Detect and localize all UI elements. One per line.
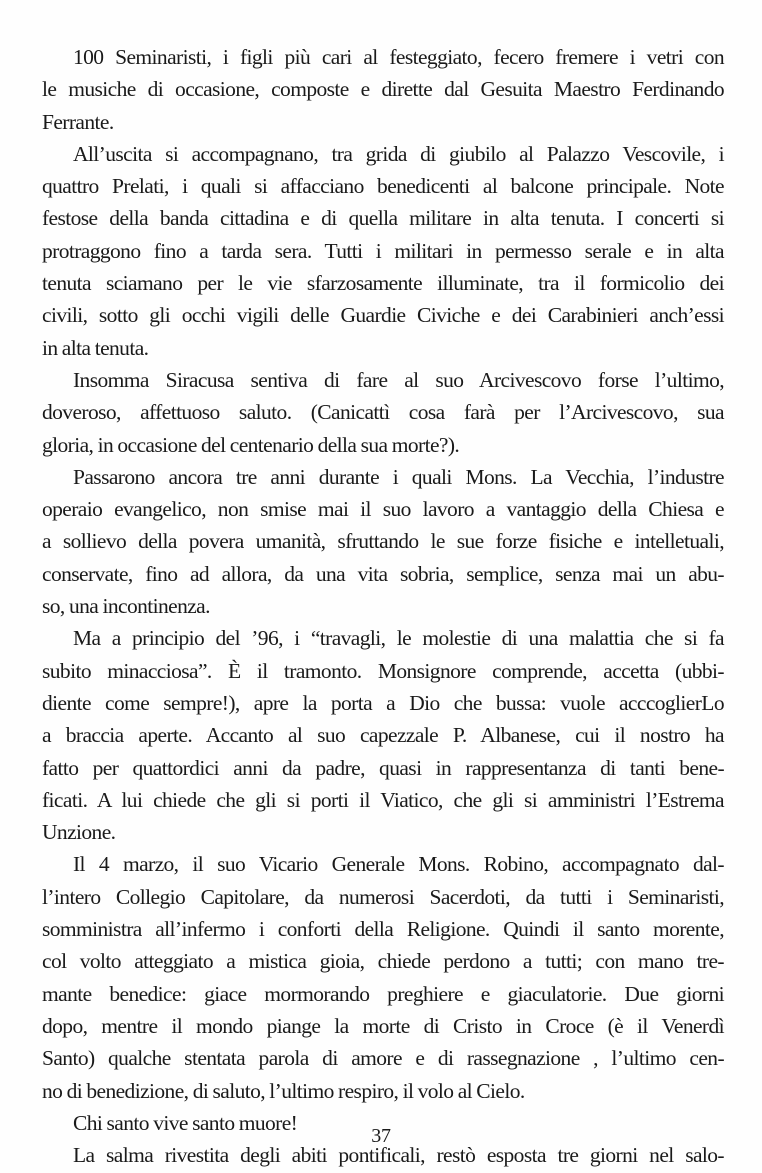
text-line: in alta tenuta. <box>42 335 149 360</box>
text-line: festose della banda cittadina e di quella militare in alta tenuta. I concerti si <box>42 206 724 231</box>
text-line: l’intero Collegio Capitolare, da numerosi Sacerdoti, da tutti i Seminaristi, <box>42 884 724 909</box>
text-line: diente come sempre!), apre la porta a Dio che bussa: vuole acccoglierLo <box>42 690 724 715</box>
text-line: fatto per quattordici anni da padre, quasi in rappresentanza di tanti bene- <box>42 755 724 780</box>
page-number: 37 <box>371 1125 391 1147</box>
text-line: Ma a principio del ’96, i “travagli, le molestie di una malattia che si fa <box>73 626 724 651</box>
text-line: a braccia aperte. Accanto al suo capezzale P. Albanese, cui il nostro ha <box>42 723 724 748</box>
text-line: no di benedizione, di saluto, l’ultimo respiro, il volo al Cielo. <box>42 1078 525 1103</box>
text-line: ficati. A lui chiede che gli si porti il Viatico, che gli si amministri l’Estrema <box>42 787 724 812</box>
text-line: La salma rivestita degli abiti pontificali, restò esposta tre giorni nel salo- <box>73 1143 724 1168</box>
text-line: protraggono fino a tarda sera. Tutti i militari in permesso serale e in alta <box>42 238 724 263</box>
text-line: tenuta sciamano per le vie sfarzosamente illuminate, tra il formicolio dei <box>42 271 724 296</box>
text-line: Chi santo vive santo muore! <box>73 1110 298 1135</box>
text-line: Santo) qualche stentata parola di amore e di rassegnazione , l’ultimo cen- <box>42 1046 724 1071</box>
text-line: Passarono ancora tre anni durante i quali Mons. La Vecchia, l’industre <box>73 464 724 489</box>
text-line: civili, sotto gli occhi vigili delle Guardie Civiche e dei Carabinieri anch’essi <box>42 303 724 328</box>
text-line: dopo, mentre il mondo piange la morte di Cristo in Croce (è il Venerdì <box>42 1013 724 1038</box>
text-line: le musiche di occasione, composte e dirette dal Gesuita Maestro Ferdinando <box>42 77 724 102</box>
text-line: mante benedice: giace mormorando preghiere e giaculatorie. Due giorni <box>42 981 724 1006</box>
body-text <box>42 41 724 1171</box>
text-line: Il 4 marzo, il suo Vicario Generale Mons. Robino, accompagnato dal- <box>73 852 724 877</box>
text-line: subito minacciosa”. È il tramonto. Monsignore comprende, accetta (ubbi- <box>42 658 724 683</box>
text-line: Insomma Siracusa sentiva di fare al suo Arcivescovo forse l’ultimo, <box>73 367 724 392</box>
text-line: so, una incontinenza. <box>42 594 210 619</box>
text-line: conservate, fino ad allora, da una vita sobria, semplice, senza mai un abu- <box>42 561 724 586</box>
text-line: col volto atteggiato a mistica gioia, chiede perdono a tutti; con mano tre- <box>42 949 724 974</box>
text-line: doveroso, affettuoso saluto. (Canicattì cosa farà per l’Arcivescovo, sua <box>42 400 724 425</box>
text-line: a sollievo della povera umanità, sfruttando le sue forze fisiche e intelletuali, <box>42 529 724 554</box>
text-line: quattro Prelati, i quali si affacciano benedicenti al balcone principale. Note <box>42 174 724 199</box>
text-line: somministra all’infermo i conforti della Religione. Quindi il santo morente, <box>42 917 724 942</box>
text-line: gloria, in occasione del centenario della sua morte?). <box>42 432 460 457</box>
text-line: Ferrante. <box>42 109 114 134</box>
text-line: Unzione. <box>42 820 116 845</box>
text-line: All’uscita si accompagnano, tra grida di giubilo al Palazzo Vescovile, i <box>73 141 724 166</box>
text-line: operaio evangelico, non smise mai il suo lavoro a vantaggio della Chiesa e <box>42 497 724 522</box>
text-line: 100 Seminaristi, i figli più cari al festeggiato, fecero fremere i vetri con <box>73 45 724 69</box>
